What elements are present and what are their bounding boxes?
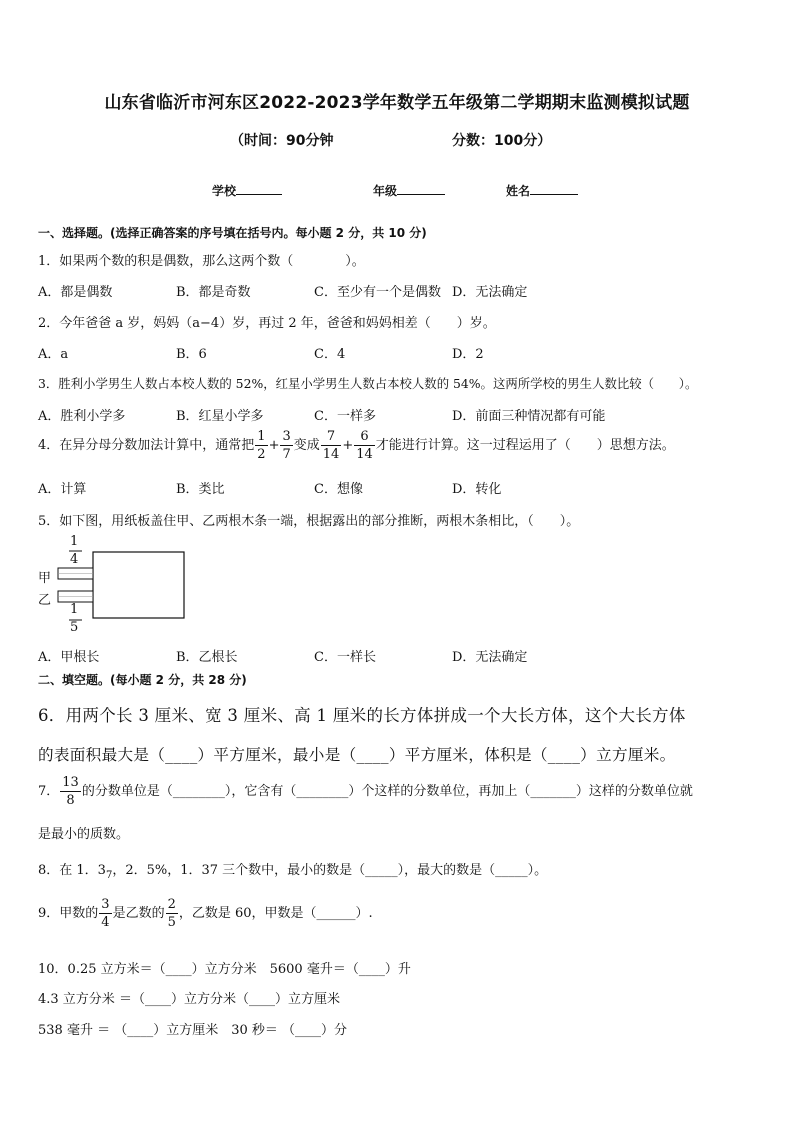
grade-label: 年级	[373, 184, 398, 198]
grade-field	[373, 182, 445, 199]
exam-score: 分数：100分）	[452, 133, 552, 149]
name-label: 姓名	[506, 184, 531, 198]
q4-text: 4．在异分母分数加法计算中，通常把 $\frac{1}{2}$ + $\frac{3}{7}$ 变成 $\frac{7}{14}$ + $\frac{6}{14}$ 才能进行计算。这一过程运用了（ ）思想方法。	[38, 429, 675, 462]
q3-option-a: A．胜利小学多	[38, 409, 126, 424]
q4-fraction-4: $\frac{6}{14}$	[356, 429, 373, 462]
q4-fraction-3: $\frac{7}{14}$	[322, 429, 340, 462]
q2-option-b: B．6	[176, 347, 207, 362]
name-blank	[530, 182, 578, 195]
q3-text: 3．胜利小学男生人数占本校人数的 52%，红星小学男生人数占本校人数的 54%。这两所学校的男生人数比较（ ）。	[38, 376, 698, 391]
q4-prefix: 4．在异分母分数加法计算中，通常把	[38, 438, 255, 453]
q9-text: 9．甲数的 $\frac{3}{4}$ 是乙数的 $\frac{2}{5}$ ，乙数是 60，甲数是（______）.	[38, 897, 373, 930]
q6-line1: 6．用两个长 3 厘米、宽 3 厘米、高 1 厘米的长方体拼成一个大长方体，这个大长方体	[38, 706, 686, 725]
q5-option-a: A．甲根长	[38, 650, 100, 665]
q9-fraction-2: $\frac{2}{5}$	[167, 897, 176, 930]
section2-heading: 二、填空题。(每小题 2 分，共 28 分)	[38, 673, 247, 687]
q7-fraction: $\frac{13}{8}$	[62, 775, 79, 808]
q4-option-d: D．转化	[452, 482, 502, 497]
q2-option-d: D．2	[452, 347, 484, 362]
q4-fraction-2: $\frac{3}{7}$	[282, 429, 291, 462]
q2-option-c: C．4	[314, 347, 346, 362]
fig-bottom-denominator: 5	[70, 620, 79, 635]
q4-mid: 变成	[293, 438, 320, 453]
q5-diagram	[36, 536, 196, 636]
q1-text: 1．如果两个数的积是偶数，那么这两个数（ ）。	[38, 254, 365, 269]
q2-option-a: A．a	[38, 347, 69, 362]
q2-text: 2．今年爸爸 a 岁，妈妈（a−4）岁，再过 2 年，爸爸和妈妈相差（ ）岁。	[38, 316, 496, 331]
fig-label-jia: 甲	[38, 571, 52, 586]
school-blank	[236, 182, 282, 195]
q7-line1: 的分数单位是（________），它含有（________）个这样的分数单位，再加上（_______）这样的分数单位就	[81, 784, 693, 799]
q4-suffix: 才能进行计算。这一过程运用了（ ）思想方法。	[375, 438, 675, 453]
q1-option-a: A．都是偶数	[38, 285, 113, 300]
q4-fraction-1: $\frac{1}{2}$	[257, 429, 266, 462]
q5-figure	[36, 536, 196, 636]
q1-option-d: D．无法确定	[452, 285, 528, 300]
q4-option-c: C．想像	[314, 482, 363, 497]
exam-time: （时间：90分钟	[230, 133, 334, 149]
q3-option-b: B．红星小学多	[176, 409, 264, 424]
grade-blank	[397, 182, 445, 195]
q9-fraction-1: $\frac{3}{4}$	[101, 897, 110, 930]
fig-top-denominator: 4	[70, 552, 79, 567]
q5-option-b: B．乙根长	[176, 650, 238, 665]
q3-option-c: C．一样多	[314, 409, 376, 424]
q5-option-c: C．一样长	[314, 650, 376, 665]
q3-option-d: D．前面三种情况都有可能	[452, 409, 606, 424]
school-field	[212, 182, 282, 199]
q7-line2: 是最小的质数。	[38, 827, 130, 842]
q7-text: 7． $\frac{13}{8}$ 的分数单位是（________），它含有（________）个这样的分数单位，再加上（_______）这样的分数单位就	[38, 775, 693, 808]
cover-board	[93, 552, 184, 618]
q4-option-a: A．计算	[38, 482, 87, 497]
q8-repeating-digit: 7	[105, 870, 113, 881]
section1-heading: 一、选择题。(选择正确答案的序号填在括号内。每小题 2 分，共 10 分)	[38, 226, 427, 240]
q4-option-b: B．类比	[176, 482, 225, 497]
name-field	[506, 182, 578, 199]
q5-text: 5．如下图，用纸板盖住甲、乙两根木条一端，根据露出的部分推断，两根木条相比，（ ）。	[38, 514, 580, 529]
school-label: 学校	[212, 184, 237, 198]
exam-title: 山东省临沂市河东区2022-2023学年数学五年级第二学期期末监测模拟试题	[104, 93, 690, 113]
fig-top-numerator: 1	[70, 534, 79, 549]
fig-bottom-numerator: 1	[70, 602, 79, 617]
q10-line1: 10．0.25 立方米＝（____）立方分米 5600 毫升＝（____）升	[38, 962, 411, 977]
q10-line3: 538 毫升 ＝ （____）立方厘米 30 秒＝ （____）分	[38, 1023, 348, 1038]
fig-label-yi: 乙	[38, 593, 52, 608]
q10-line2: 4.3 立方分米 ＝（____）立方分米（____）立方厘米	[38, 992, 340, 1007]
q1-option-c: C．至少有一个是偶数	[314, 285, 441, 300]
q8-text: 8．在 1．$3_7$，2．5%，1．37 三个数中，最小的数是（_____），最大的数是（_____）。	[38, 863, 548, 881]
q1-option-b: B．都是奇数	[176, 285, 251, 300]
q5-option-d: D．无法确定	[452, 650, 528, 665]
q6-line2: 的表面积最大是（____）平方厘米，最小是（____）平方厘米，体积是（____）立方厘米。	[38, 746, 676, 764]
